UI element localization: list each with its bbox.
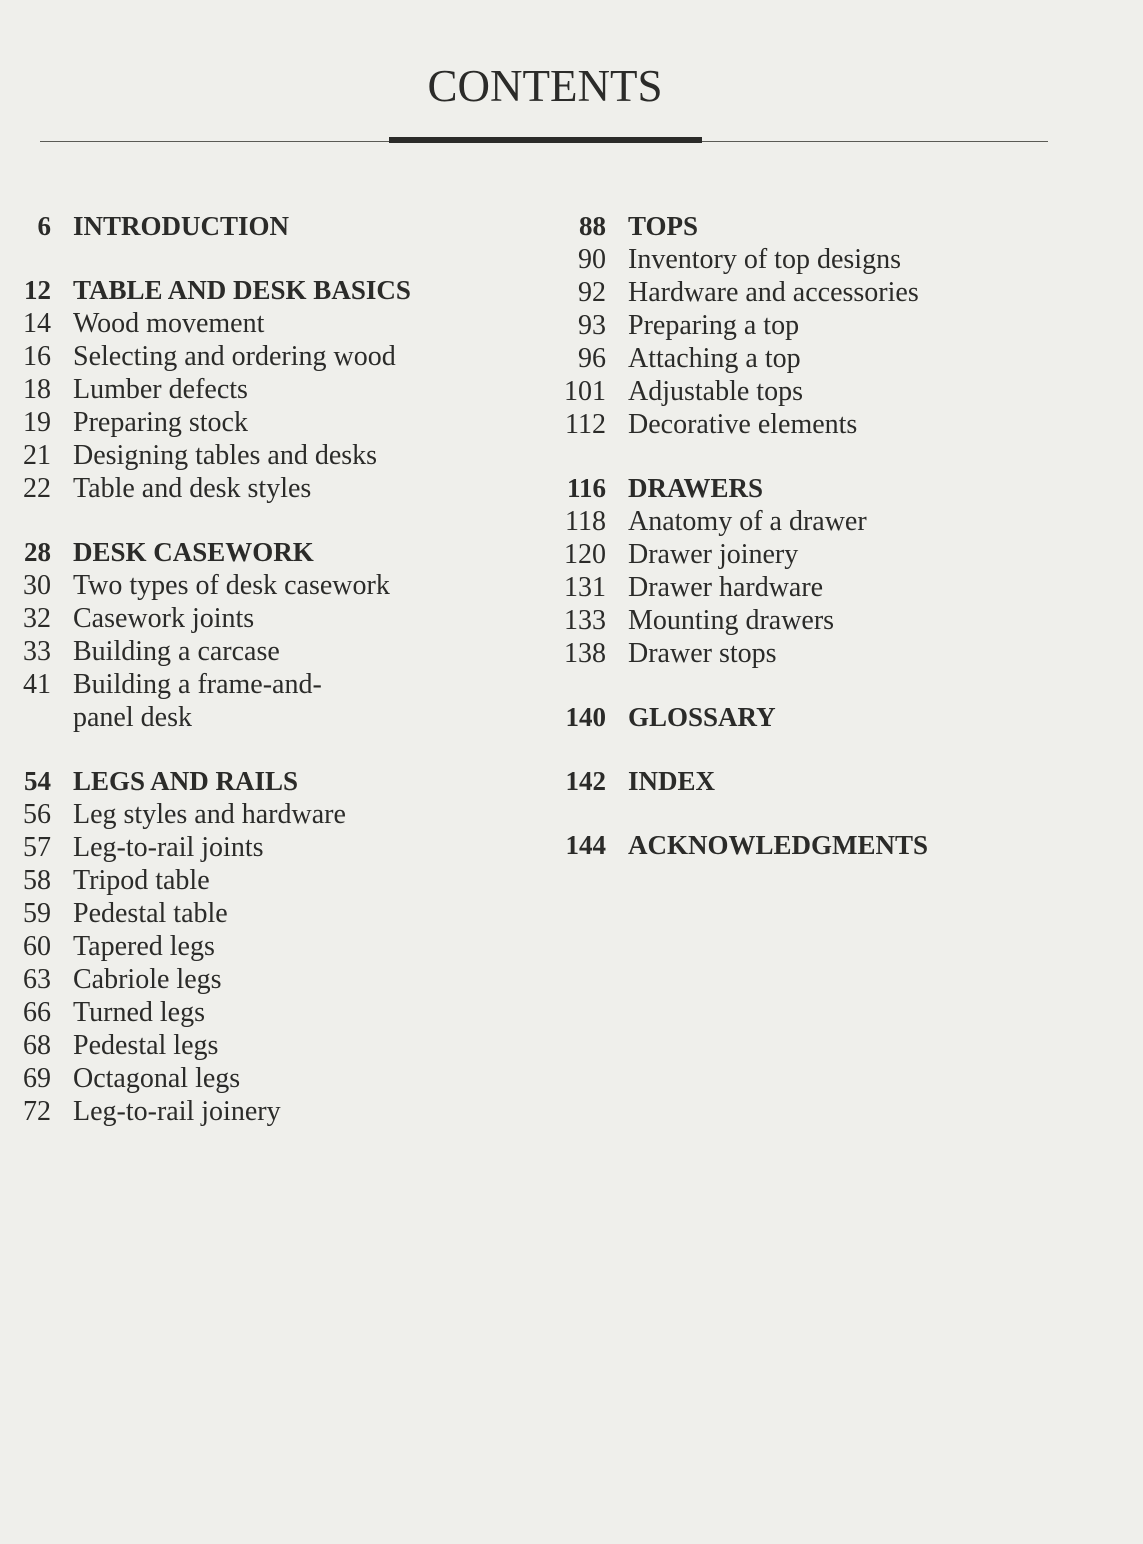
- page-number: 142: [565, 766, 606, 796]
- toc-entry-row: [540, 342, 1100, 375]
- toc-entry-row: [0, 831, 520, 864]
- entry-title: Turned legs: [73, 997, 205, 1028]
- toc-section: [0, 210, 520, 243]
- toc-section: [0, 765, 520, 1128]
- toc-section: [540, 765, 1100, 798]
- toc-chapter-row: [0, 210, 520, 243]
- page-number: 72: [23, 1096, 51, 1127]
- page-number: 30: [23, 570, 51, 601]
- toc-entry-row: [0, 472, 520, 505]
- toc-chapter-row: [540, 701, 1100, 734]
- toc-entry-row: [0, 569, 520, 602]
- page-number: 59: [23, 898, 51, 929]
- page-number: 68: [23, 1030, 51, 1061]
- toc-entry-row: [0, 439, 520, 472]
- toc-entry-row: [0, 340, 520, 373]
- page-number: 57: [23, 832, 51, 863]
- page-number: 16: [23, 341, 51, 372]
- entry-title: Anatomy of a drawer: [628, 506, 867, 537]
- page-number: 32: [23, 603, 51, 634]
- toc-chapter-row: [540, 829, 1100, 862]
- page-number: 101: [564, 376, 606, 407]
- page-number: 96: [578, 343, 606, 374]
- chapter-title: LEGS AND RAILS: [73, 766, 299, 796]
- page-number: 19: [23, 407, 51, 438]
- chapter-title: DESK CASEWORK: [73, 537, 314, 567]
- entry-title: Pedestal table: [73, 898, 228, 929]
- entry-title: Leg-to-rail joints: [73, 832, 264, 863]
- entry-title: Drawer stops: [628, 638, 777, 669]
- toc-entry-row: [0, 798, 520, 831]
- entry-title: Building a frame-and-: [73, 669, 322, 700]
- toc-entry-row: [540, 637, 1100, 670]
- entry-title: Leg-to-rail joinery: [73, 1096, 281, 1127]
- page-number: 131: [564, 572, 606, 603]
- contents-left-column: [0, 210, 520, 1159]
- toc-entry-row: [0, 897, 520, 930]
- chapter-title: TOPS: [628, 211, 699, 241]
- toc-entry-row: [0, 373, 520, 406]
- entry-title: Leg styles and hardware: [73, 799, 346, 830]
- toc-entry-row: [0, 1095, 520, 1128]
- toc-entry-row: [540, 571, 1100, 604]
- entry-title: Pedestal legs: [73, 1030, 219, 1061]
- page-number: 66: [23, 997, 51, 1028]
- chapter-title: GLOSSARY: [628, 702, 776, 732]
- toc-entry-row: [0, 602, 520, 635]
- page-number: 133: [564, 605, 606, 636]
- entry-title: Cabriole legs: [73, 964, 222, 995]
- page-number: 22: [23, 473, 51, 504]
- entry-title: Building a carcase: [73, 636, 280, 667]
- toc-entry-row: [540, 243, 1100, 276]
- entry-title: Tapered legs: [73, 931, 215, 962]
- page-number: 144: [565, 830, 606, 860]
- page-number: 118: [565, 506, 606, 537]
- page-number: 33: [23, 636, 51, 667]
- page-number: 56: [23, 799, 51, 830]
- entry-title: Table and desk styles: [73, 473, 312, 504]
- page-number: 60: [23, 931, 51, 962]
- page-number: 92: [578, 277, 606, 308]
- toc-entry-row: [540, 375, 1100, 408]
- toc-entry-row: [540, 309, 1100, 342]
- entry-title: Selecting and ordering wood: [73, 341, 396, 372]
- entry-title: Adjustable tops: [628, 376, 803, 407]
- toc-chapter-row: [540, 765, 1100, 798]
- entry-title: Wood movement: [73, 308, 265, 339]
- entry-title: Designing tables and desks: [73, 440, 378, 471]
- page-number: 58: [23, 865, 51, 896]
- page-number: 140: [565, 702, 606, 732]
- toc-entry-row: [0, 406, 520, 439]
- entry-title: Tripod table: [73, 865, 210, 896]
- toc-entry-row: [540, 276, 1100, 309]
- entry-title: Casework joints: [73, 603, 255, 634]
- toc-entry-row: [540, 538, 1100, 571]
- page-number: 88: [579, 211, 606, 241]
- toc-entry-row: [0, 1029, 520, 1062]
- entry-title: Preparing a top: [628, 310, 800, 341]
- toc-entry-row: [0, 963, 520, 996]
- entry-title: Attaching a top: [628, 343, 801, 374]
- chapter-title: ACKNOWLEDGMENTS: [628, 830, 929, 860]
- toc-chapter-row: [0, 765, 520, 798]
- page-number: 69: [23, 1063, 51, 1094]
- page-title: CONTENTS: [427, 61, 663, 111]
- chapter-title: INTRODUCTION: [73, 211, 290, 241]
- toc-chapter-row: [540, 210, 1100, 243]
- title-rule-accent: [389, 137, 702, 143]
- entry-title: Drawer hardware: [628, 572, 824, 603]
- toc-section: [540, 829, 1100, 862]
- toc-entry-row: [0, 701, 520, 734]
- page-number: 120: [564, 539, 606, 570]
- toc-section: [540, 210, 1100, 441]
- chapter-title: INDEX: [628, 766, 716, 796]
- page-number: 14: [23, 308, 51, 339]
- contents-right-column: [540, 210, 1100, 893]
- page-number: 54: [24, 766, 51, 796]
- toc-section: [540, 472, 1100, 670]
- entry-title: Lumber defects: [73, 374, 248, 405]
- toc-entry-row: [0, 996, 520, 1029]
- page-number: 116: [566, 473, 606, 503]
- toc-entry-row: [0, 668, 520, 701]
- page-number: 90: [578, 244, 606, 275]
- page-number: 41: [23, 669, 51, 700]
- toc-section: [0, 536, 520, 734]
- entry-title: panel desk: [73, 702, 192, 733]
- page-number: 138: [564, 638, 606, 669]
- entry-title: Hardware and accessories: [628, 277, 919, 308]
- toc-entry-row: [0, 864, 520, 897]
- toc-entry-row: [0, 635, 520, 668]
- page-number: 6: [37, 211, 51, 241]
- toc-chapter-row: [540, 472, 1100, 505]
- toc-section: [540, 701, 1100, 734]
- toc-entry-row: [0, 1062, 520, 1095]
- toc-entry-row: [540, 408, 1100, 441]
- page-number: 18: [23, 374, 51, 405]
- page-number: 63: [23, 964, 51, 995]
- page-number: 21: [23, 440, 51, 471]
- entry-title: Preparing stock: [73, 407, 248, 438]
- page-number: 28: [24, 537, 51, 567]
- toc-section: [0, 274, 520, 505]
- page-number: 93: [578, 310, 606, 341]
- entry-title: Inventory of top designs: [628, 244, 901, 275]
- chapter-title: DRAWERS: [628, 473, 764, 503]
- toc-chapter-row: [0, 274, 520, 307]
- toc-entry-row: [0, 307, 520, 340]
- chapter-title: TABLE AND DESK BASICS: [73, 275, 411, 305]
- toc-entry-row: [540, 604, 1100, 637]
- toc-entry-row: [540, 505, 1100, 538]
- entry-title: Mounting drawers: [628, 605, 835, 636]
- entry-title: Octagonal legs: [73, 1063, 241, 1094]
- entry-title: Two types of desk casework: [73, 570, 390, 601]
- entry-title: Decorative elements: [628, 409, 858, 440]
- page-number: 112: [565, 409, 606, 440]
- entry-title: Drawer joinery: [628, 539, 799, 570]
- toc-entry-row: [0, 930, 520, 963]
- toc-chapter-row: [0, 536, 520, 569]
- page-number: 12: [24, 275, 51, 305]
